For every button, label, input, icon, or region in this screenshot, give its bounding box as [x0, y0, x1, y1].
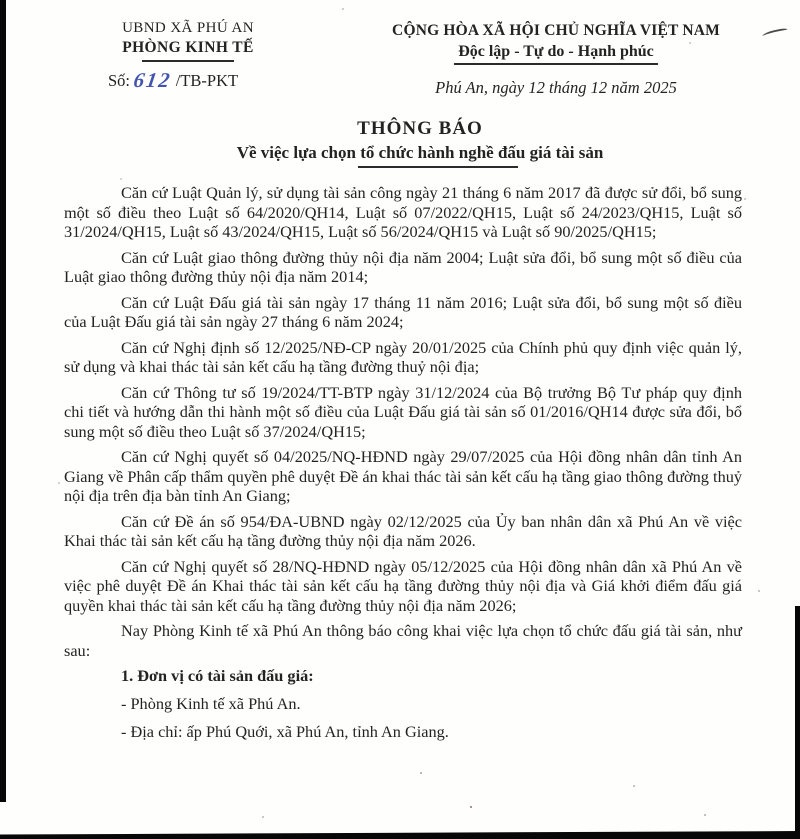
legal-basis-paragraph: Căn cứ Đề án số 954/ĐA-UBND ngày 02/12/2025 của Ủy ban nhân dân xã Phú An về việc Khai thác tài sản kết cấu hạ tầng đường thủy nội địa năm 2026.	[64, 511, 742, 550]
legal-basis-paragraph: Căn cứ Luật giao thông đường thủy nội địa năm 2004; Luật sửa đổi, bổ sung một số điều của Luật giao thông đường thủy nội địa năm 2014;	[64, 247, 742, 286]
document-number-suffix: /TB-PKT	[175, 71, 239, 90]
document-subtitle: Về việc lựa chọn tổ chức hành nghề đấu giá tài sản	[236, 143, 604, 162]
issuing-agency-block	[88, 20, 288, 91]
subtitle-underline	[358, 166, 518, 168]
scan-noise-specks	[0, 0, 2, 2]
legal-basis-paragraph: Căn cứ Thông tư số 19/2024/TT-BTP ngày 31/12/2024 của Bộ trưởng Bộ Tư pháp quy định chi tiết và hướng dẫn thi hành một số điều của Luật Đấu giá tài sản số 01/2016/QH14 được sửa đổi, bổ sung một số điều theo Luật số 37/2024/QH15;	[64, 382, 742, 441]
section-1-heading: 1. Đơn vị có tài sản đấu giá:	[121, 666, 314, 685]
document-body	[64, 183, 742, 751]
legal-basis-paragraph: Căn cứ Luật Đấu giá tài sản ngày 17 tháng 11 năm 2016; Luật sửa đổi, bổ sung một số điều của Luật Đấu giá tài sản ngày 27 tháng 6 năm 2024;	[64, 292, 742, 331]
national-motto: Độc lập - Tự do - Hạnh phúc	[454, 43, 658, 65]
document-title-block	[0, 118, 800, 168]
legal-basis-paragraph: Căn cứ Nghị định số 12/2025/NĐ-CP ngày 20/01/2025 của Chính phủ quy định việc quản lý, sử dụng và khai thác tài sản kết cấu hạ tầng đường thuỷ nội địa;	[64, 337, 742, 376]
document-title: THÔNG BÁO	[357, 118, 483, 139]
legal-basis-paragraph: Căn cứ Nghị quyết số 04/2025/NQ-HĐND ngày 29/07/2025 của Hội đồng nhân dân tỉnh An Giang về Phân cấp thẩm quyền phê duyệt Đề án khai thác tài sản kết cấu hạ tầng giao thông đường thuỷ nội địa trên địa bàn tỉnh An Giang;	[64, 447, 742, 505]
legal-basis-paragraph: Căn cứ Luật Quản lý, sử dụng tài sản công ngày 21 tháng 6 năm 2017 đã được sử đổi, bổ sung một số điều theo Luật số 64/2020/QH14, Luật số 07/2022/QH15, Luật số 24/2023/QH15, Luật số 31/2024/QH15, Luật số 43/2024/QH15, Luật số 56/2024/QH15 và Luật số 90/2025/QH15;	[64, 183, 742, 241]
national-title: CỘNG HÒA XÃ HỘI CHỦ NGHĨA VIỆT NAM	[392, 22, 720, 39]
legal-basis-paragraph: Căn cứ Nghị quyết số 28/NQ-HĐND ngày 05/12/2025 của Hội đồng nhân dân xã Phú An về việc phê duyệt Đề án Khai thác tài sản kết cấu hạ tầng đường thủy nội địa và Giá khởi điểm đấu giá quyền khai thác tài sản kết cấu hạ tầng đường thủy nội địa năm 2026;	[64, 556, 742, 615]
document-number-handwritten: 612	[132, 68, 174, 92]
national-header-block	[338, 22, 774, 98]
org-department-name: PHÒNG KINH TẾ	[122, 39, 254, 56]
date-place-line: Phú An, ngày 12 tháng 12 năm 2025	[435, 78, 677, 97]
scan-border-right	[795, 606, 800, 839]
document-number-prefix: Số:	[108, 71, 131, 90]
document-number-line	[88, 69, 288, 91]
announcement-intro-paragraph: Nay Phòng Kinh tế xã Phú An thông báo công khai việc lựa chọn tổ chức đấu giá tài sản, như sau:	[64, 621, 742, 660]
scan-border-bottom	[0, 831, 800, 839]
org-parent-name: UBND XÃ PHÚ AN	[122, 20, 254, 36]
section-1-item: - Địa chỉ: ấp Phú Quới, xã Phú An, tỉnh An Giang.	[121, 722, 449, 741]
section-1-item: - Phòng Kinh tế xã Phú An.	[121, 693, 301, 713]
org-name-underline	[142, 60, 234, 62]
